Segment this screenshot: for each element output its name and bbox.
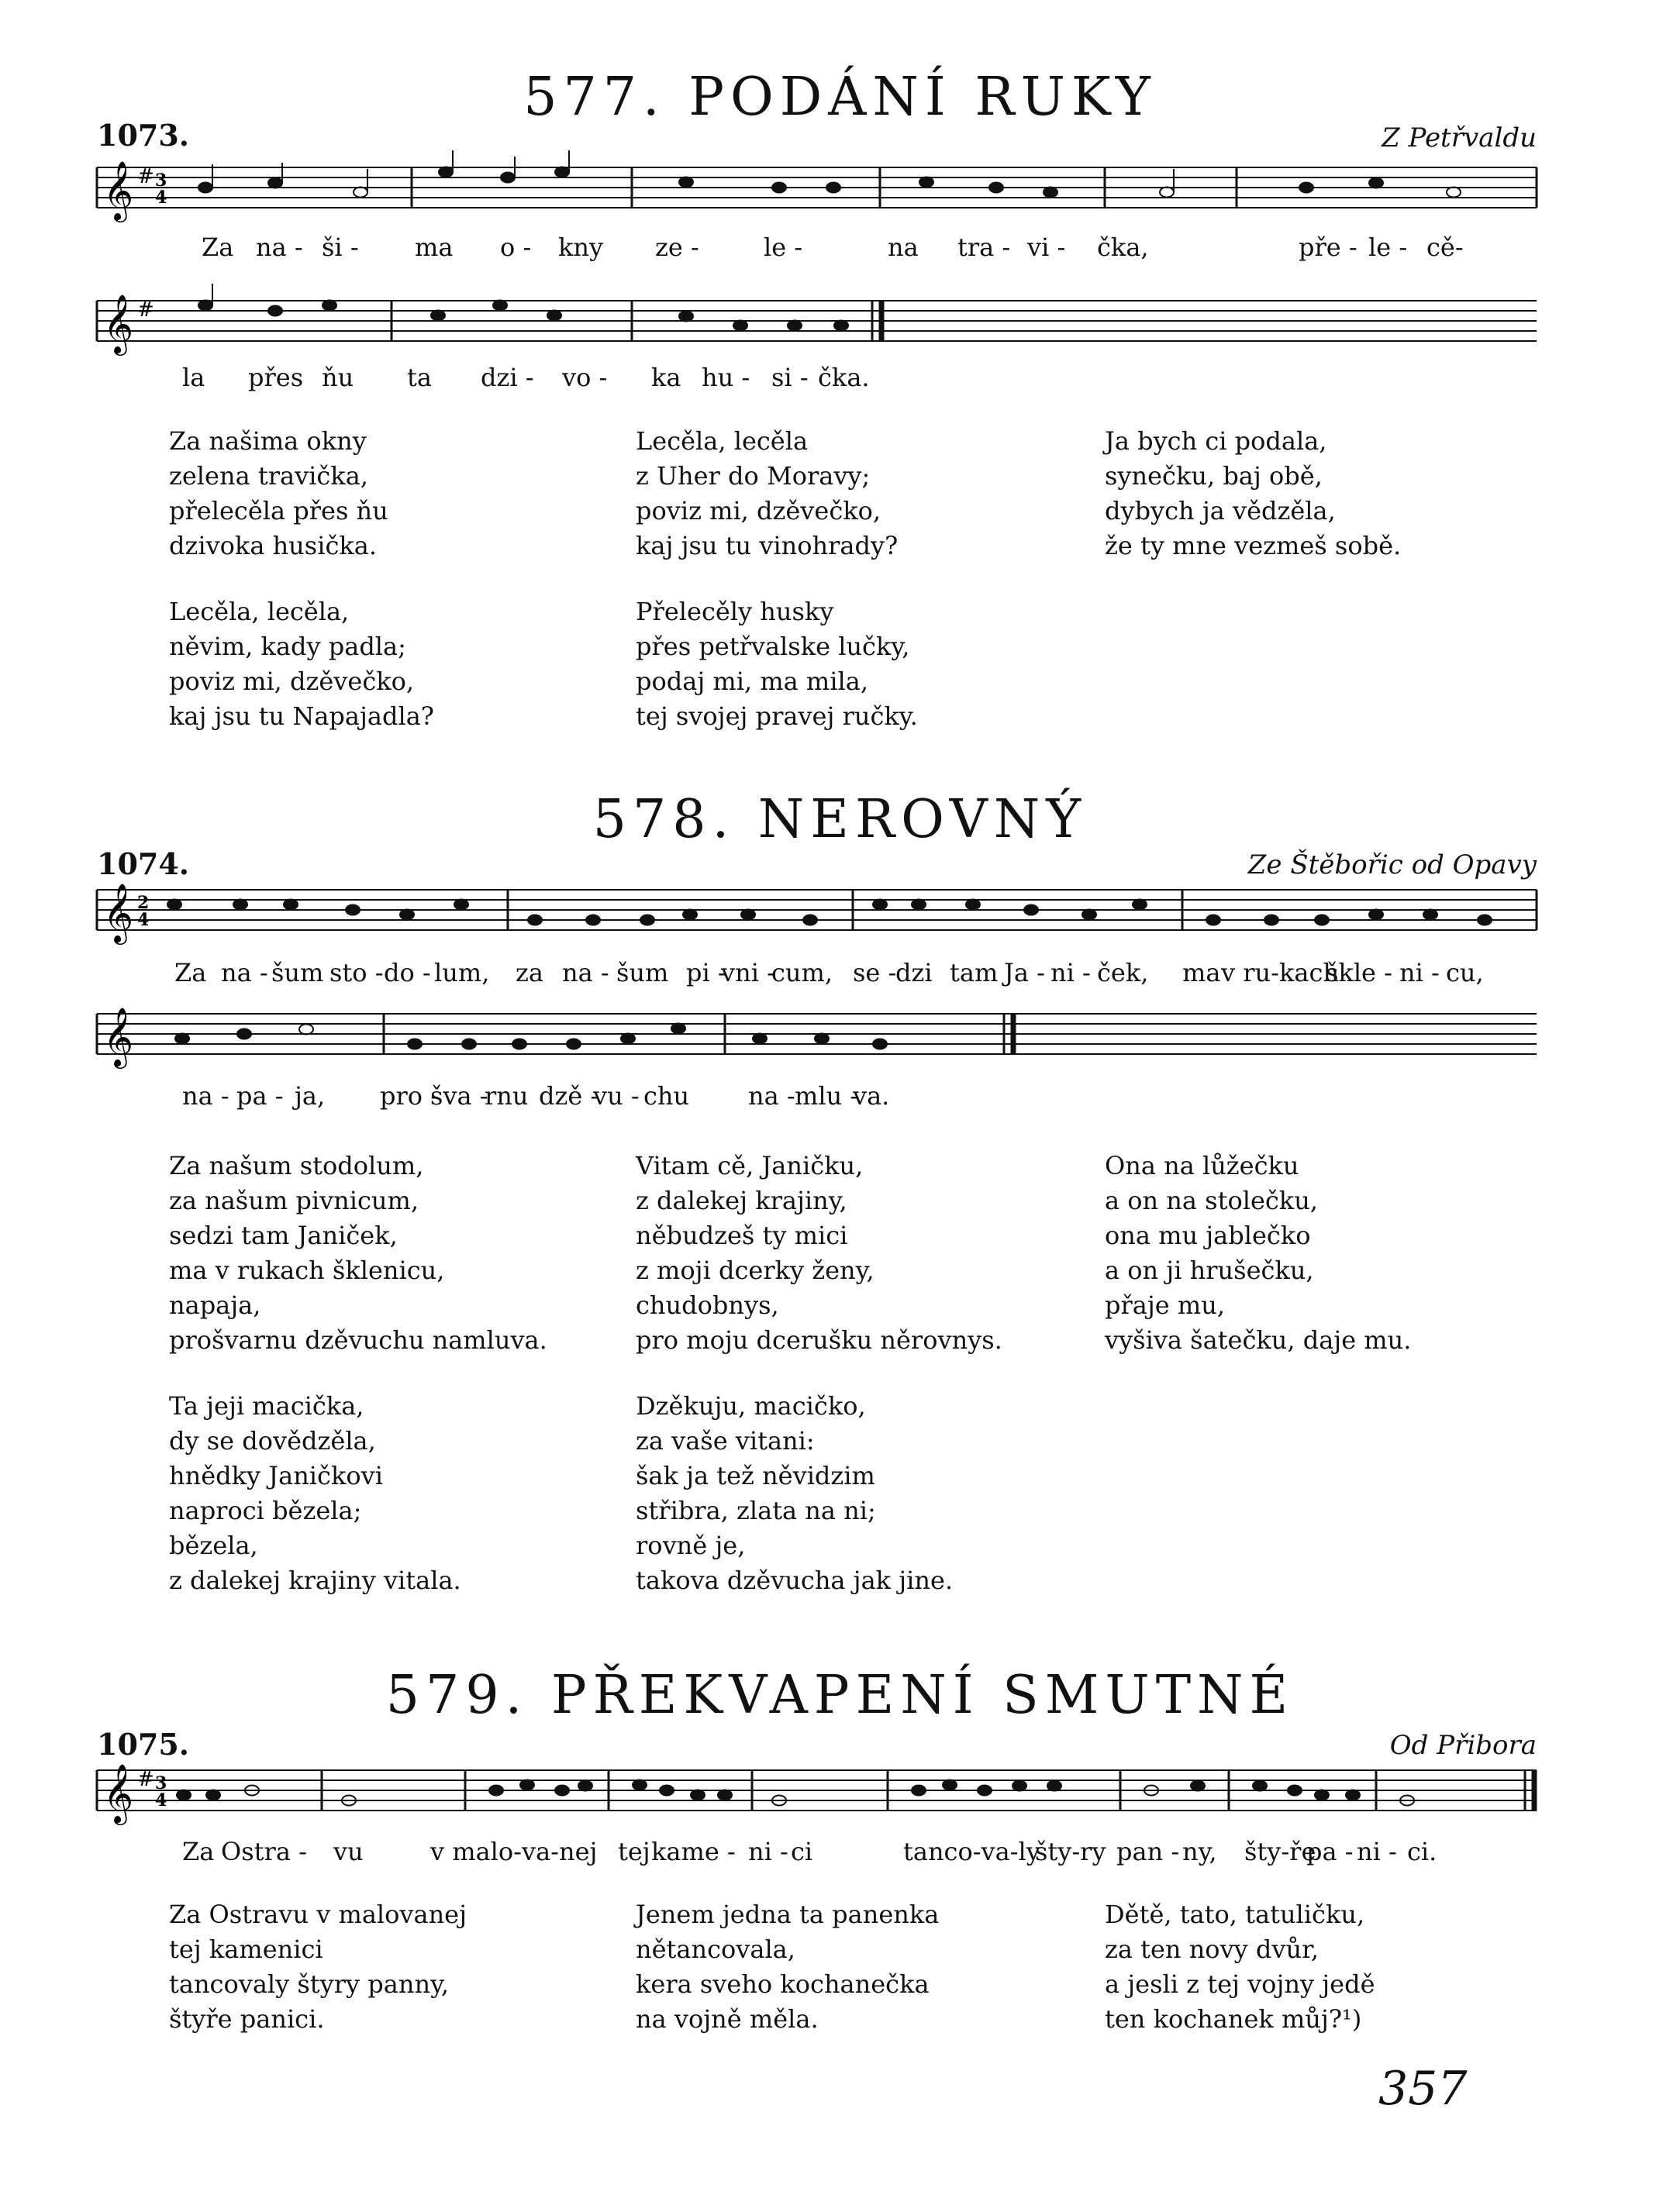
- verse-line: střibra, zlata na ni;: [636, 1496, 876, 1525]
- lyric-syllable: šva -: [430, 1081, 488, 1111]
- verse-line: Dzěkuju, macičko,: [636, 1391, 866, 1421]
- verse-line: Dětě, tato, tatuličku,: [1105, 1900, 1365, 1929]
- verse-line: ona mu jablečko: [1105, 1221, 1311, 1250]
- verse-line: prošvarnu dzěvuchu namluva.: [169, 1325, 547, 1355]
- tune-number: 1075.: [97, 1727, 189, 1762]
- verse-line: naproci bězela;: [169, 1496, 362, 1525]
- lyric-syllable: ši -: [322, 233, 359, 262]
- lyric-syllable: tej: [618, 1837, 650, 1866]
- verse-line: Za našima okny: [169, 426, 367, 456]
- lyric-syllable: vu: [333, 1837, 364, 1866]
- lyric-syllable: Za: [202, 233, 234, 262]
- lyric-syllable: ni -: [1399, 958, 1440, 987]
- verse-line: z moji dcerky ženy,: [636, 1256, 874, 1285]
- lyric-syllable: dzě -: [539, 1081, 599, 1111]
- music-staff: [97, 295, 1537, 372]
- music-staff: [97, 884, 1537, 961]
- page-number: 357: [1378, 2062, 1468, 2116]
- verse-line: nětancovala,: [636, 1935, 795, 1964]
- svg-text:𝄞: 𝄞: [103, 1763, 134, 1823]
- lyric-syllable: sto -: [329, 958, 384, 987]
- lyric-syllable: ma: [415, 233, 454, 262]
- verse-line: rovně je,: [636, 1531, 746, 1560]
- lyric-syllable: šum: [271, 958, 324, 987]
- verse-line: něbudzeš ty mici: [636, 1221, 848, 1250]
- staff-notation-graphic: [97, 295, 1537, 372]
- lyric-syllable: ny,: [1182, 1837, 1217, 1866]
- lyric-syllable: vu -: [593, 1081, 640, 1111]
- verse-line: a jesli z tej vojny jedě: [1105, 1969, 1375, 1999]
- lyric-syllable: na -: [182, 1081, 229, 1111]
- lyric-syllable: na -: [562, 958, 609, 987]
- verse-line: chudobnys,: [636, 1290, 779, 1320]
- stanza: [636, 594, 918, 734]
- staff-notation-graphic: [97, 1764, 1537, 1842]
- verse-line: tej svojej pravej ručky.: [636, 701, 918, 731]
- lyric-syllable: na -: [748, 1081, 795, 1111]
- lyric-syllable: pa -: [236, 1081, 284, 1111]
- lyric-syllable: o -: [500, 233, 532, 262]
- lyric-syllable: pře -: [1299, 233, 1357, 262]
- lyric-syllable: tam: [950, 958, 999, 987]
- stanza: [169, 424, 388, 563]
- lyric-syllable: chu: [643, 1081, 690, 1111]
- lyric-syllable: mlu -: [795, 1081, 859, 1111]
- lyric-syllable: na -: [256, 233, 303, 262]
- verse-line: zelena travička,: [169, 461, 368, 491]
- lyric-syllable: ja,: [295, 1081, 326, 1111]
- lyric-syllable: šty-ry: [1035, 1837, 1106, 1866]
- song-source: Od Přibora: [1389, 1730, 1537, 1761]
- stanza: [1105, 424, 1401, 563]
- lyric-syllable: tra -: [957, 233, 1011, 262]
- verse-line: Lecěla, lecěla,: [169, 597, 350, 626]
- lyric-syllable: Za: [174, 958, 207, 987]
- lyric-syllable: Ostra -: [221, 1837, 307, 1866]
- lyric-syllable: na: [888, 233, 919, 262]
- lyric-syllable: škle -: [1326, 958, 1392, 987]
- lyric-syllable: ci: [791, 1837, 813, 1866]
- lyric-syllable: ni -: [748, 1837, 788, 1866]
- lyric-syllable: cu,: [1446, 958, 1484, 987]
- verse-line: z dalekej krajiny vitala.: [169, 1566, 461, 1595]
- verse-line: poviz mi, dzěvečko,: [636, 496, 881, 525]
- lyric-syllable: čka.: [818, 363, 870, 392]
- verse-line: přaje mu,: [1105, 1290, 1226, 1320]
- svg-text:4: 4: [155, 188, 167, 208]
- stanza: [636, 1149, 1002, 1358]
- verse-line: Za Ostravu v malovanej: [169, 1900, 467, 1929]
- lyric-syllable: ka: [651, 363, 681, 392]
- stanza: [1105, 1149, 1411, 1358]
- staff-notation-graphic: [97, 884, 1537, 961]
- verse-line: pro moju dcerušku něrovnys.: [636, 1325, 1002, 1355]
- svg-text:#: #: [137, 298, 154, 322]
- lyric-syllable: vo -: [562, 363, 608, 392]
- lyric-syllable: lum,: [434, 958, 490, 987]
- stanza: [169, 1149, 547, 1358]
- song-source: Ze Štěbořic od Opavy: [1247, 849, 1537, 880]
- verse-line: Jenem jedna ta panenka: [636, 1900, 940, 1929]
- verse-line: kaj jsu tu vinohrady?: [636, 531, 899, 560]
- song-title: 579. PŘEKVAPENÍ SMUTNÉ: [385, 1665, 1295, 1726]
- verse-line: poviz mi, dzěvečko,: [169, 667, 415, 696]
- verse-line: Ja bych ci podala,: [1105, 426, 1327, 456]
- song-title: 577. PODÁNÍ RUKY: [523, 67, 1157, 128]
- lyric-syllable: ček,: [1097, 958, 1149, 987]
- lyric-syllable: Ja -: [1004, 958, 1045, 987]
- lyric-syllable: vi -: [1027, 233, 1066, 262]
- staff-notation-graphic: [97, 161, 1537, 239]
- lyric-syllable: pan -: [1116, 1837, 1180, 1866]
- verse-line: Přelecěly husky: [636, 597, 834, 626]
- lyric-syllable: ma: [1182, 958, 1221, 987]
- svg-text:#: #: [137, 1768, 154, 1791]
- lyrics-line: [97, 233, 1537, 267]
- verse-line: takova dzěvucha jak jine.: [636, 1566, 954, 1595]
- verse-line: kaj jsu tu Napajadla?: [169, 701, 434, 731]
- verse-line: vyšiva šatečku, daje mu.: [1105, 1325, 1412, 1355]
- svg-text:3: 3: [155, 171, 167, 191]
- lyric-syllable: le -: [1368, 233, 1408, 262]
- lyric-syllable: hu -: [702, 363, 750, 392]
- lyric-syllable: vni -: [721, 958, 775, 987]
- lyric-syllable: ta: [407, 363, 432, 392]
- verse-line: dzivoka husička.: [169, 531, 377, 560]
- lyric-syllable: ňu: [322, 363, 354, 392]
- verse-line: tancovaly štyry panny,: [169, 1969, 450, 1999]
- verse-line: Ona na lůžečku: [1105, 1151, 1299, 1180]
- verse-line: Lecěla, lecěla: [636, 426, 809, 456]
- verse-line: synečku, baj obě,: [1105, 461, 1323, 491]
- lyric-syllable: rnu: [485, 1081, 529, 1111]
- verse-line: dy se dovědzěla,: [169, 1426, 376, 1456]
- lyric-syllable: ze -: [655, 233, 699, 262]
- verse-line: a on ji hrušečku,: [1105, 1256, 1314, 1285]
- lyric-syllable: si -: [771, 363, 809, 392]
- lyric-syllable: na -: [221, 958, 268, 987]
- verse-line: přes petřvalske lučky,: [636, 632, 910, 661]
- verse-line: na vojně měla.: [636, 2004, 819, 2034]
- lyrics-line: [97, 958, 1537, 992]
- verse-line: za našum pivnicum,: [169, 1186, 419, 1215]
- verse-line: tej kamenici: [169, 1935, 323, 1964]
- lyric-syllable: Za: [182, 1837, 215, 1866]
- lyric-syllable: va.: [853, 1081, 890, 1111]
- verse-line: šak ja tež něvidzim: [636, 1461, 875, 1490]
- lyric-syllable: pro -: [380, 1081, 440, 1111]
- lyrics-line: [97, 1837, 1537, 1871]
- music-staff: [97, 161, 1537, 239]
- verse-line: a on na stolečku,: [1105, 1186, 1318, 1215]
- stanza: [636, 1897, 939, 2037]
- lyric-syllable: přes: [248, 363, 304, 392]
- tune-number: 1073.: [97, 118, 189, 153]
- lyrics-line: [97, 363, 1537, 397]
- stanza: [636, 424, 898, 563]
- verse-line: napaja,: [169, 1290, 261, 1320]
- lyric-syllable: le -: [764, 233, 803, 262]
- svg-text:𝄞: 𝄞: [103, 160, 134, 220]
- verse-line: Za našum stodolum,: [169, 1151, 424, 1180]
- lyric-syllable: do -: [384, 958, 431, 987]
- verse-line: podaj mi, ma mila,: [636, 667, 868, 696]
- svg-text:𝄞: 𝄞: [103, 883, 134, 942]
- lyrics-line: [97, 1081, 1537, 1115]
- lyric-syllable: pi -: [686, 958, 726, 987]
- lyric-syllable: cě-: [1426, 233, 1464, 262]
- music-staff: [97, 1764, 1537, 1842]
- lyric-syllable: šty-ře: [1244, 1837, 1316, 1866]
- verse-line: ten kochanek můj?¹): [1105, 2004, 1362, 2034]
- song-title: 578. NEROVNÝ: [592, 789, 1088, 850]
- verse-line: za ten novy dvůr,: [1105, 1935, 1320, 1964]
- staff-notation-graphic: [97, 1008, 1537, 1085]
- verse-line: za vaše vitani:: [636, 1426, 815, 1456]
- stanza: [1105, 1897, 1375, 2037]
- svg-text:3: 3: [155, 1773, 167, 1793]
- verse-line: hnědky Janičkovi: [169, 1461, 383, 1490]
- lyric-syllable: kame -: [651, 1837, 736, 1866]
- lyric-syllable: ni -: [1357, 1837, 1397, 1866]
- verse-line: štyře panici.: [169, 2004, 325, 2034]
- lyric-syllable: tanco-va-ly: [903, 1837, 1040, 1866]
- song-source: Z Petřvaldu: [1382, 122, 1537, 153]
- svg-text:#: #: [137, 165, 154, 188]
- lyric-syllable: šum: [616, 958, 669, 987]
- verse-line: Vitam cě, Janičku,: [636, 1151, 864, 1180]
- stanza: [636, 1389, 953, 1598]
- verse-line: něvim, kady padla;: [169, 632, 406, 661]
- verse-line: ma v rukach šklenicu,: [169, 1256, 445, 1285]
- music-staff: [97, 1008, 1537, 1085]
- lyric-syllable: za: [516, 958, 543, 987]
- stanza: [169, 594, 434, 734]
- verse-line: sedzi tam Janiček,: [169, 1221, 398, 1250]
- lyric-syllable: dzi -: [481, 363, 534, 392]
- lyric-syllable: čka,: [1097, 233, 1149, 262]
- lyric-syllable: la: [182, 363, 205, 392]
- tune-number: 1074.: [97, 846, 189, 881]
- stanza: [169, 1389, 461, 1598]
- lyric-syllable: v malo-va-nej: [430, 1837, 598, 1866]
- lyric-syllable: pa -: [1306, 1837, 1354, 1866]
- verse-line: z Uher do Moravy;: [636, 461, 871, 491]
- verse-line: z dalekej krajiny,: [636, 1186, 847, 1215]
- svg-text:𝄞: 𝄞: [103, 294, 134, 353]
- verse-line: Ta jeji macička,: [169, 1391, 364, 1421]
- lyric-syllable: cum,: [771, 958, 833, 987]
- lyric-syllable: ci.: [1407, 1837, 1437, 1866]
- svg-text:𝄞: 𝄞: [103, 1007, 134, 1066]
- verse-line: přelecěla přes ňu: [169, 496, 388, 525]
- stanza: [169, 1897, 467, 2037]
- svg-text:4: 4: [137, 910, 150, 930]
- verse-line: kera sveho kochanečka: [636, 1969, 930, 1999]
- verse-line: že ty mne vezmeš sobě.: [1105, 531, 1402, 560]
- lyric-syllable: dzi: [895, 958, 933, 987]
- svg-text:2: 2: [137, 893, 150, 913]
- lyric-syllable: kny: [558, 233, 604, 262]
- verse-line: bězela,: [169, 1531, 258, 1560]
- svg-text:4: 4: [155, 1790, 167, 1811]
- verse-line: dybych ja vědzěla,: [1105, 496, 1336, 525]
- lyric-syllable: v ru-kach: [1221, 958, 1339, 987]
- lyric-syllable: ni -: [1050, 958, 1091, 987]
- lyric-syllable: se -: [853, 958, 897, 987]
